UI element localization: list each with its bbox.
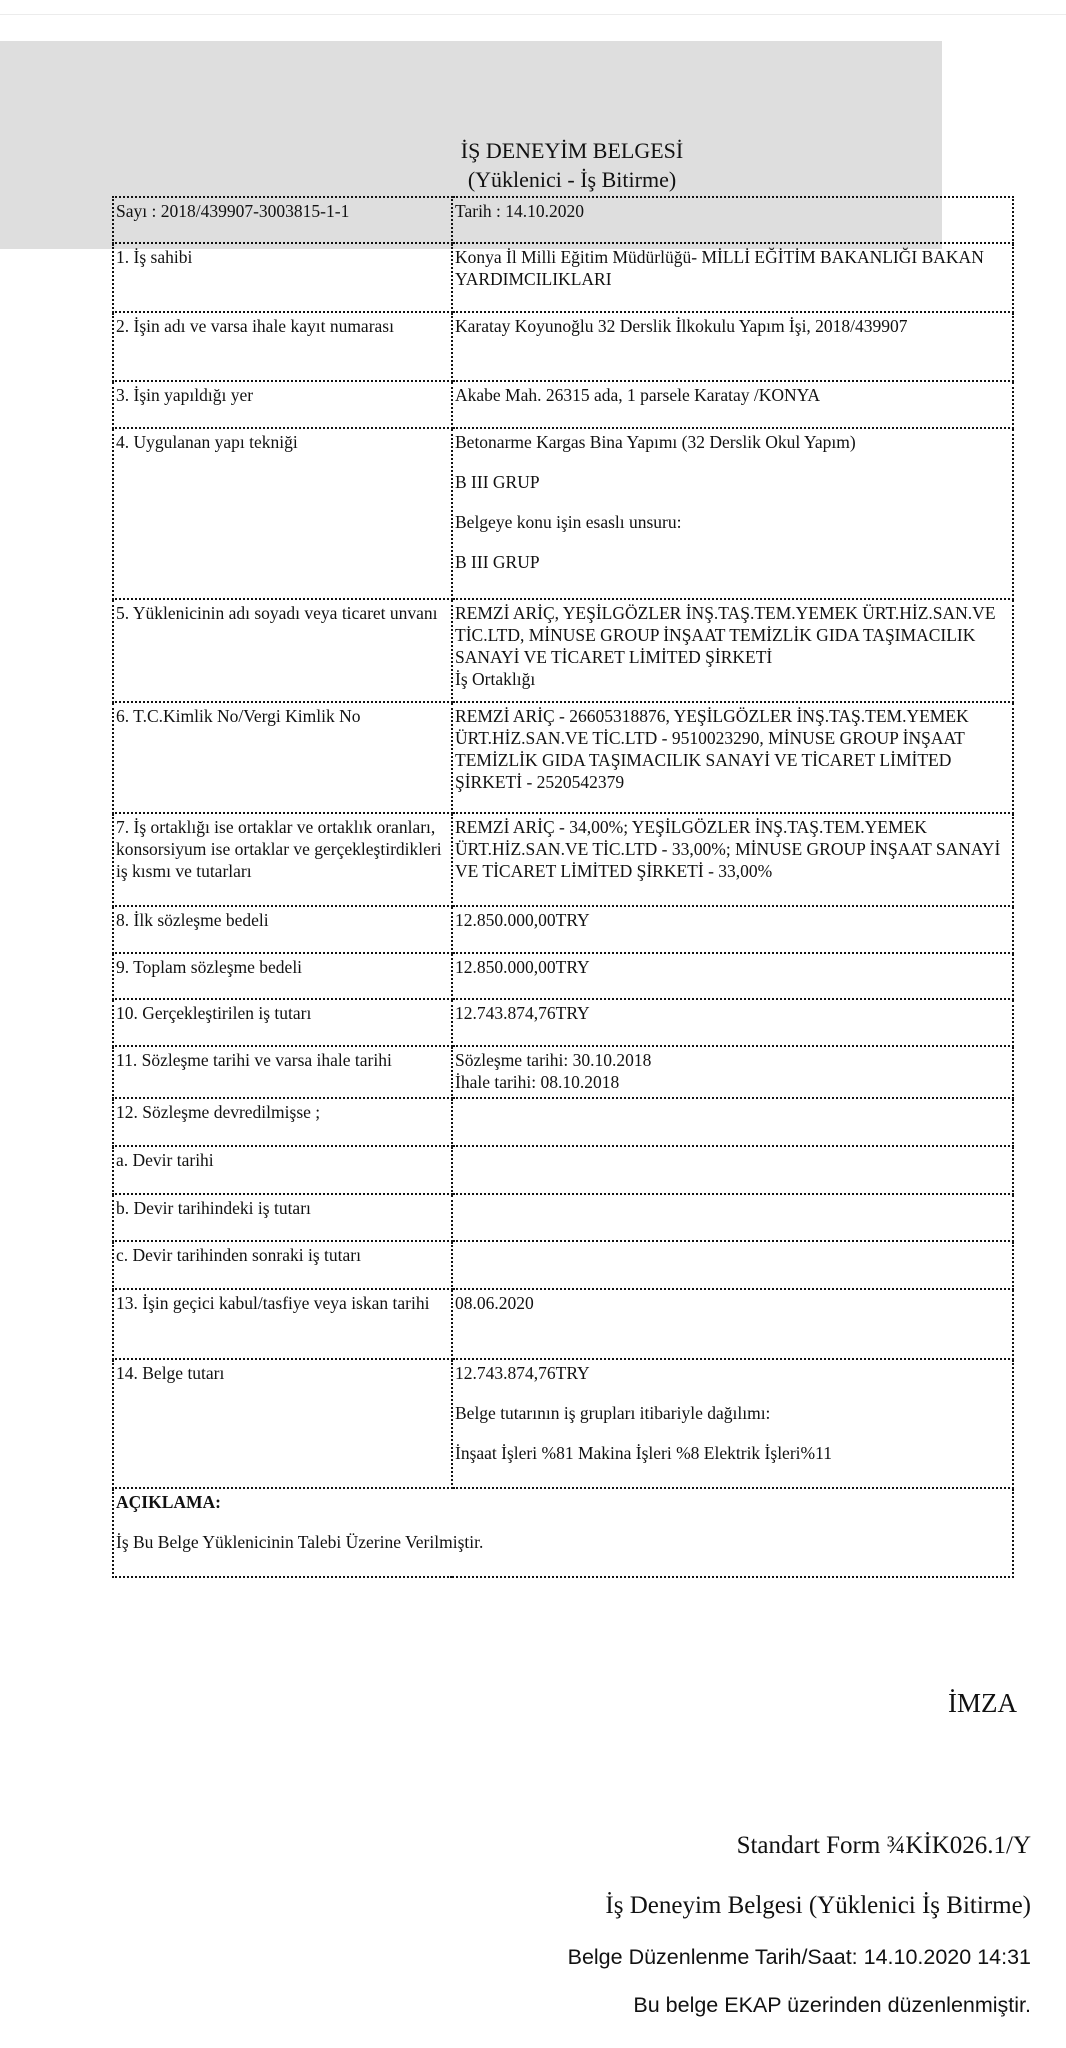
row-label: 12. Sözleşme devredilmişse ; (113, 1098, 452, 1146)
row-value (452, 1241, 1013, 1289)
table-row (113, 1359, 1013, 1488)
document-subtitle: (Yüklenici - İş Bitirme) (467, 167, 677, 192)
value-line: 12.743.874,76TRY (455, 1363, 590, 1383)
row-label: b. Devir tarihindeki iş tutarı (113, 1194, 452, 1241)
issued-at: Belge Düzenlenme Tarih/Saat: 14.10.2020 14:31 (567, 1945, 1031, 1969)
ekap-note: Bu belge EKAP üzerinden düzenlenmiştir. (633, 1993, 1031, 2017)
table-row (113, 702, 1013, 813)
value-line: B III GRUP (455, 472, 540, 492)
table-row (113, 906, 1013, 953)
row-value: REMZİ ARİÇ - 26605318876, YEŞİLGÖZLER İNŞ.TAŞ.TEM.YEMEK ÜRT.HİZ.SAN.VE TİC.LTD - 9510023290, MİNUSE GROUP İNŞAAT TEMİZLİK GIDA TAŞIMACILIK SANAYİ VE TİCARET LİMİTED ŞİRKETİ - 2520542379 (452, 702, 1013, 813)
row-value (452, 1146, 1013, 1194)
row-value: 12.743.874,76TRY (452, 999, 1013, 1046)
row-label: 14. Belge tutarı (113, 1359, 452, 1488)
table-row (113, 381, 1013, 428)
row-value: 12.850.000,00TRY (452, 906, 1013, 953)
row-label: a. Devir tarihi (113, 1146, 452, 1194)
row-value: Akabe Mah. 26315 ada, 1 parsele Karatay /KONYA (452, 381, 1013, 428)
value-line: İhale tarihi: 08.10.2018 (455, 1072, 620, 1092)
table-row (113, 1146, 1013, 1194)
row-label: 1. İş sahibi (113, 243, 452, 312)
table-row (113, 999, 1013, 1046)
row-value (452, 1194, 1013, 1241)
aciklama-row (113, 1488, 1013, 1577)
aciklama-cell (113, 1488, 1013, 1577)
table-row (113, 243, 1013, 312)
row-label: 5. Yüklenicinin adı soyadı veya ticaret unvanı (113, 599, 452, 702)
table-row (113, 312, 1013, 381)
form-name: İş Deneyim Belgesi (Yüklenici İş Bitirme) (605, 1892, 1031, 1919)
aciklama-text: İş Bu Belge Yüklenicinin Talebi Üzerine Verilmiştir. (116, 1532, 484, 1552)
table-row (113, 953, 1013, 999)
row-value: REMZİ ARİÇ - 34,00%; YEŞİLGÖZLER İNŞ.TAŞ.TEM.YEMEK ÜRT.HİZ.SAN.VE TİC.LTD - 33,00%; MİNUSE GROUP İNŞAAT SANAYİ VE TİCARET LİMİTED ŞİRKETİ - 33,00% (452, 813, 1013, 906)
row-label: c. Devir tarihinden sonraki iş tutarı (113, 1241, 452, 1289)
row-label: 13. İşin geçici kabul/tasfiye veya iskan tarihi (113, 1289, 452, 1359)
row-label: 11. Sözleşme tarihi ve varsa ihale tarihi (113, 1046, 452, 1098)
value-line: Belge tutarının iş grupları itibariyle dağılımı: (455, 1403, 771, 1423)
row-label: 6. T.C.Kimlik No/Vergi Kimlik No (113, 702, 452, 813)
row-label: 10. Gerçekleştirilen iş tutarı (113, 999, 452, 1046)
value-line: İnşaat İşleri %81 Makina İşleri %8 Elektrik İşleri%11 (455, 1443, 832, 1463)
value-line: Sözleşme tarihi: 30.10.2018 (455, 1050, 652, 1070)
experience-certificate-table (112, 196, 1014, 1578)
sayi-cell: Sayı : 2018/439907-3003815-1-1 (113, 197, 452, 243)
row-label: 8. İlk sözleşme bedeli (113, 906, 452, 953)
table-row (113, 599, 1013, 702)
row-value (452, 599, 1013, 702)
row-value (452, 1098, 1013, 1146)
value-line: İş Ortaklığı (455, 669, 536, 689)
top-divider (0, 14, 1066, 15)
table-row (113, 1194, 1013, 1241)
row-value (452, 428, 1013, 599)
row-value: 08.06.2020 (452, 1289, 1013, 1359)
aciklama-heading: AÇIKLAMA: (116, 1492, 221, 1512)
row-label: 9. Toplam sözleşme bedeli (113, 953, 452, 999)
value-line: B III GRUP (455, 552, 540, 572)
value-line: Belgeye konu işin esaslı unsuru: (455, 512, 682, 532)
table-row (113, 1046, 1013, 1098)
row-value: Karatay Koyunoğlu 32 Derslik İlkokulu Yapım İşi, 2018/439907 (452, 312, 1013, 381)
tarih-cell: Tarih : 14.10.2020 (452, 197, 1013, 243)
table-row (113, 1289, 1013, 1359)
table-row (113, 1098, 1013, 1146)
row-value: Konya İl Milli Eğitim Müdürlüğü- MİLLİ EĞİTİM BAKANLIĞI BAKAN YARDIMCILIKLARI (452, 243, 1013, 312)
row-label: 2. İşin adı ve varsa ihale kayıt numarası (113, 312, 452, 381)
value-line: REMZİ ARİÇ, YEŞİLGÖZLER İNŞ.TAŞ.TEM.YEMEK ÜRT.HİZ.SAN.VE TİC.LTD, MİNUSE GROUP İNŞAAT TEMİZLİK GIDA TAŞIMACILIK SANAYİ VE TİCARET LİMİTED ŞİRKETİ (455, 603, 996, 667)
row-label: 4. Uygulanan yapı tekniği (113, 428, 452, 599)
row-value (452, 1359, 1013, 1488)
signature-label: İMZA (948, 1688, 1017, 1718)
form-code: Standart Form ¾KİK026.1/Y (736, 1832, 1031, 1859)
value-line: Betonarme Kargas Bina Yapımı (32 Derslik Okul Yapım) (455, 432, 856, 452)
row-label: 7. İş ortaklığı ise ortaklar ve ortaklık oranları, konsorsiyum ise ortaklar ve gerçekleştirdikleri iş kısmı ve tutarları (113, 813, 452, 906)
table-row (113, 813, 1013, 906)
table-row (113, 428, 1013, 599)
row-label: 3. İşin yapıldığı yer (113, 381, 452, 428)
table-row (113, 1241, 1013, 1289)
row-value (452, 1046, 1013, 1098)
row-value: 12.850.000,00TRY (452, 953, 1013, 999)
table-row-header (113, 197, 1013, 243)
document-title: İŞ DENEYİM BELGESİ (460, 138, 684, 163)
